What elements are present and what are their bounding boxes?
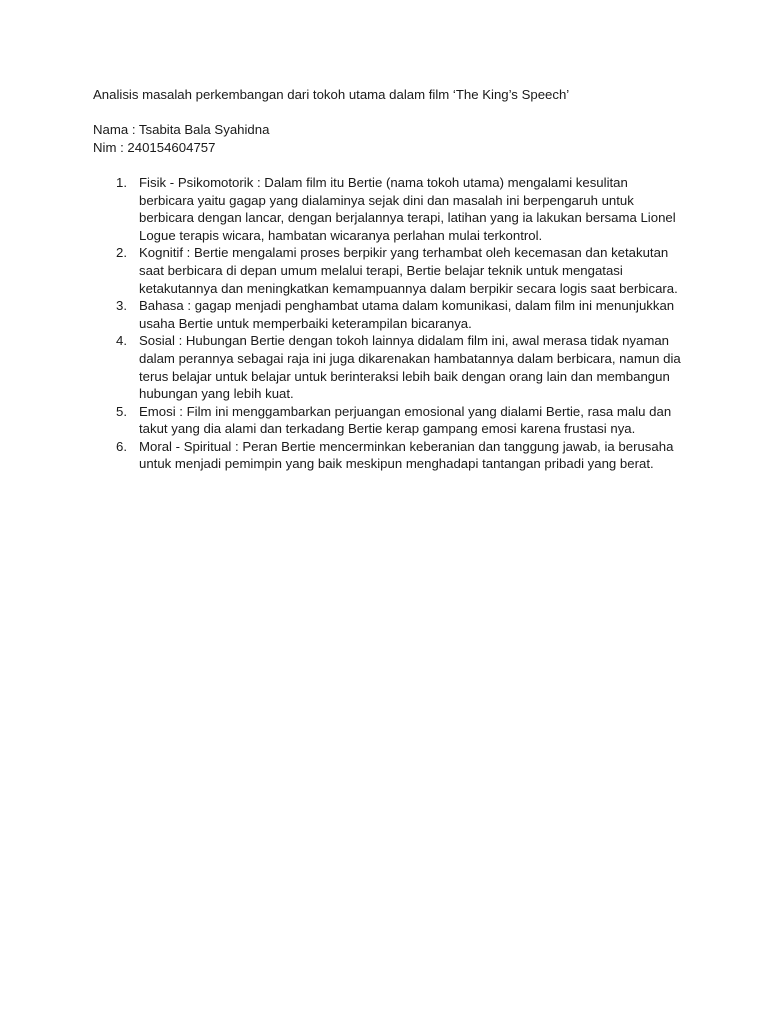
list-item-emosi — [93, 403, 683, 438]
list-item-text: Fisik - Psikomotorik : Dalam film itu Bertie (nama tokoh utama) mengalami kesulitan berbicara yaitu gagap yang dialaminya sejak dini dan masalah ini berpengaruh untuk berbicara dengan lancar, dengan berjalannya terapi, latihan yang ia lakukan bersama Lionel Logue terapis wicara, hambatan wicaranya perlahan mulai terkontrol. — [139, 174, 676, 243]
list-item-text: Bahasa : gagap menjadi penghambat utama dalam komunikasi, dalam film ini menunjukkan usaha Bertie untuk memperbaiki keterampilan bicaranya. — [139, 298, 675, 331]
list-item-text: Moral - Spiritual : Peran Bertie mencerminkan keberanian dan tanggung jawab, ia berusaha untuk menjadi pemimpin yang baik meskipun menghadapi tantangan pribadi yang berat. — [139, 438, 674, 472]
list-item-number: 2. — [116, 245, 127, 261]
list-item-text: Emosi : Film ini menggambarkan perjuangan emosional yang dialami Bertie, rasa malu dan takut yang dia alami dan terkadang Bertie kerap gampang emosi karena frustasi nya. — [139, 403, 672, 437]
list-item-number: 4. — [116, 333, 127, 349]
document-body — [93, 86, 683, 473]
list-item-kognitif — [93, 244, 683, 297]
analysis-list — [93, 174, 683, 473]
author-identity — [93, 121, 683, 156]
list-item-sosial — [93, 332, 683, 402]
list-item-text: Sosial : Hubungan Bertie dengan tokoh lainnya didalam film ini, awal merasa tidak nyaman dalam perannya sebagai raja ini juga dikarenakan hambatannya dalam berbicara, namun dia terus belajar untuk belajar untuk berinteraksi lebih baik dengan orang lain dan membangun hubungan yang lebih kuat. — [139, 333, 681, 402]
list-item-number: 6. — [116, 438, 127, 454]
document-title: Analisis masalah perkembangan dari tokoh utama dalam film ‘The King’s Speech’ — [93, 87, 570, 102]
list-item-number: 5. — [116, 403, 127, 419]
list-item-number: 1. — [116, 174, 127, 190]
author-name: Nama : Tsabita Bala Syahidna — [93, 122, 270, 138]
list-item-bahasa — [93, 297, 683, 332]
student-id: Nim : 240154604757 — [93, 139, 216, 155]
list-item-fisik — [93, 174, 683, 244]
list-item-number: 3. — [116, 298, 127, 314]
list-item-moral-spiritual — [93, 438, 683, 473]
list-item-text: Kognitif : Bertie mengalami proses berpikir yang terhambat oleh kecemasan dan ketakutan saat berbicara di depan umum melalui terapi, Bertie belajar teknik untuk mengatasi ketakutannya dan meningkatkan kemampuannya dalam berpikir secara logis saat berbicara. — [139, 245, 678, 296]
